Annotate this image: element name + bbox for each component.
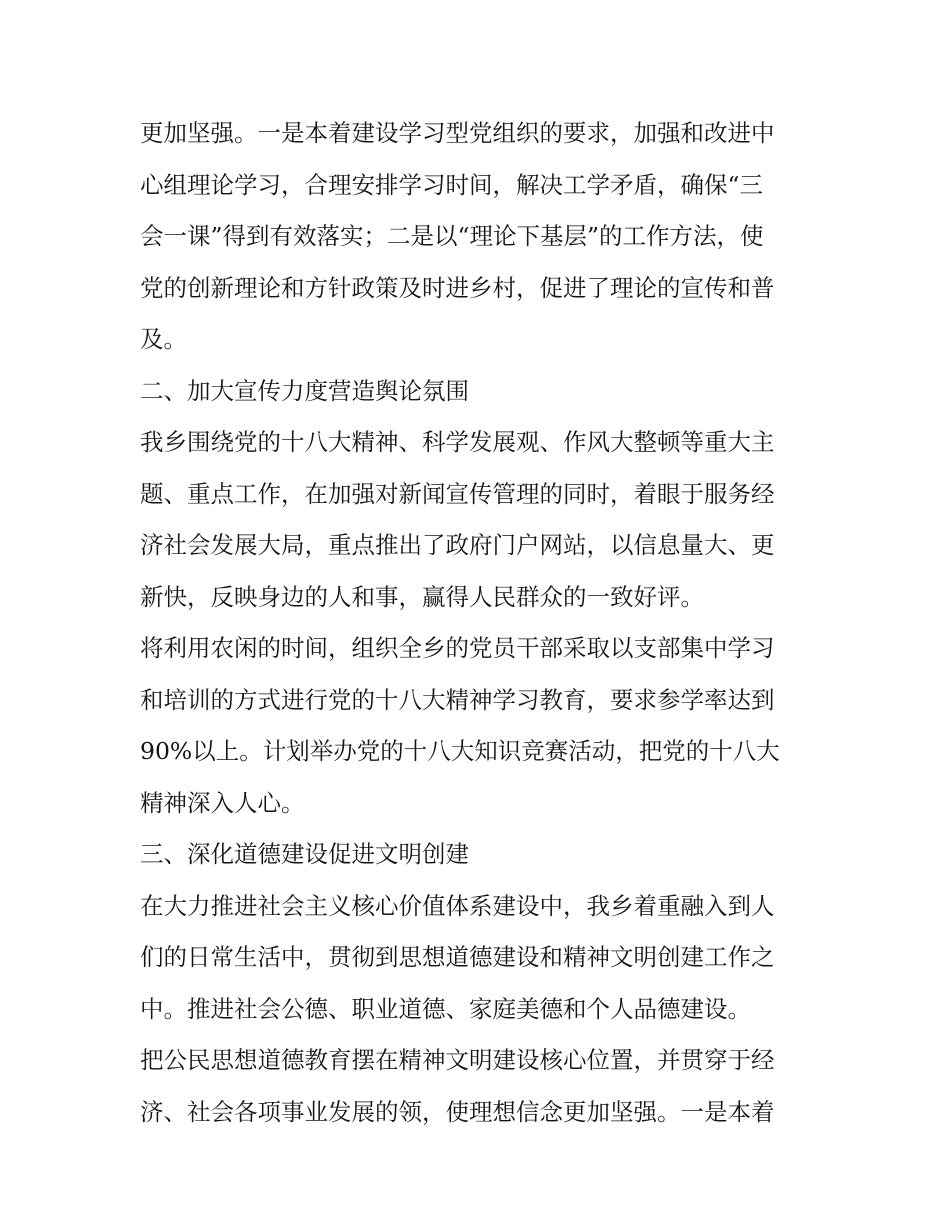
- text-line: 们的日常生活中，贯彻到思想道德建设和精神文明创建工作之: [140, 943, 775, 971]
- text-line: 党的创新理论和方针政策及时进乡村，促进了理论的宣传和普: [140, 273, 775, 302]
- text-line: 在大力推进社会主义核心价值体系建设中，我乡着重融入到人: [140, 891, 775, 920]
- section-heading: 二、加大宣传力度营造舆论氛围: [140, 376, 469, 405]
- text-line: 济、社会各项事业发展的领，使理想信念更加坚强。一是本着: [140, 1097, 775, 1126]
- text-line: 新快，反映身边的人和事，赢得人民群众的一致好评。: [140, 582, 704, 611]
- document-body: [140, 108, 820, 1138]
- text-line: 90%以上。计划举办党的十八大知识竞赛活动，把党的十八大: [140, 737, 780, 765]
- text-line: 济社会发展大局，重点推出了政府门户网站，以信息量大、更: [140, 531, 775, 559]
- section-heading: 三、深化道德建设促进文明创建: [140, 840, 469, 868]
- text-line: 和培训的方式进行党的十八大精神学习教育，要求参学率达到: [140, 685, 775, 714]
- text-line: 中。推进社会公德、职业道德、家庭美德和个人品德建设。: [140, 994, 751, 1023]
- text-line: 题、重点工作，在加强对新闻宣传管理的同时，着眼于服务经: [140, 479, 775, 508]
- text-line: 把公民思想道德教育摆在精神文明建设核心位置，并贯穿于经: [140, 1046, 775, 1074]
- text-line: 将利用农闲的时间，组织全乡的党员干部采取以支部集中学习: [140, 634, 775, 662]
- text-line: 及。: [140, 325, 187, 353]
- text-line: 会一课”得到有效落实；二是以“理论下基层”的工作方法，使: [140, 222, 764, 250]
- text-line: 精神深入人心。: [140, 788, 305, 817]
- text-line: 心组理论学习，合理安排学习时间，解决工学矛盾，确保“三: [140, 170, 764, 199]
- text-line: 更加坚强。一是本着建设学习型党组织的要求，加强和改进中: [140, 119, 775, 147]
- text-line: 我乡围绕党的十八大精神、科学发展观、作风大整顿等重大主: [140, 428, 775, 456]
